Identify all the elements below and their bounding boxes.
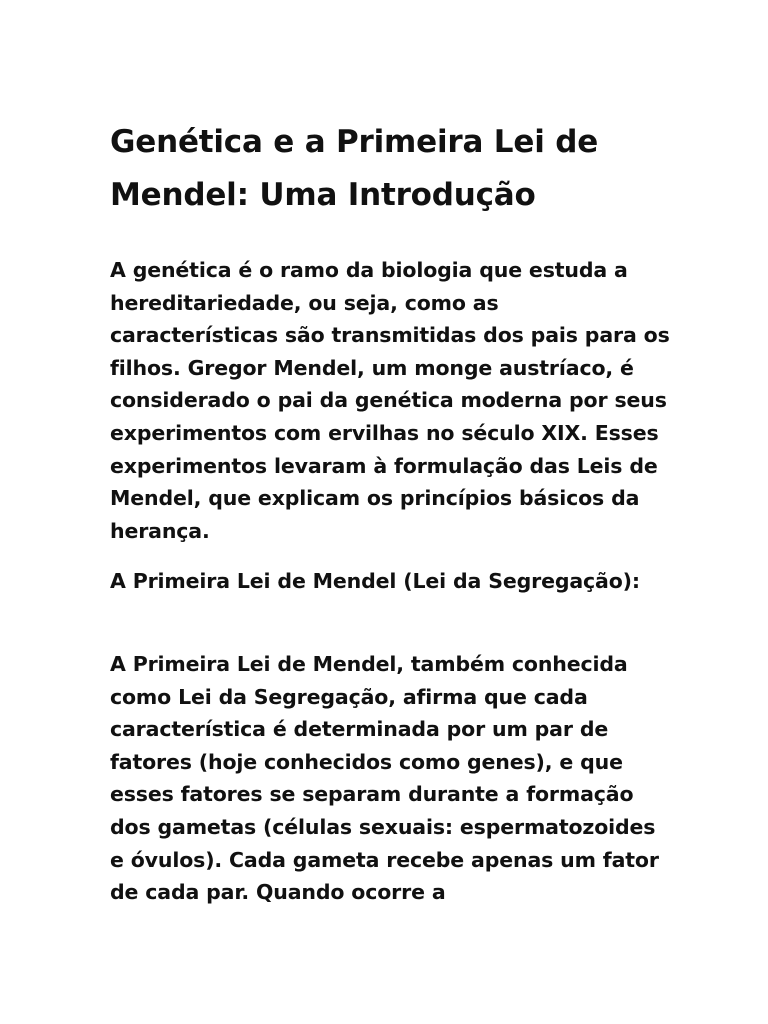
- document-title: Genética e a Primeira Lei de Mendel: Uma Introdução: [110, 124, 599, 213]
- first-law-paragraph: A Primeira Lei de Mendel, também conhecida como Lei da Segregação, afirma que cada característica é determinada por um par de fatores (hoje conhecidos como genes), e que esses fatores se separam durante a formação dos gametas (células sexuais: espermatozoides e óvulos). Cada gameta recebe apenas um fator de cada par. Quando ocorre a: [110, 652, 659, 905]
- section-heading: A Primeira Lei de Mendel (Lei da Segregação):: [110, 569, 640, 593]
- intro-paragraph: A genética é o ramo da biologia que estuda a hereditariedade, ou seja, como as características são transmitidas dos pais para os filhos. Gregor Mendel, um monge austríaco, é considerado o pai da genética moderna por seus experimentos com ervilhas no século XIX. Esses experimentos levaram à formulação das Leis de Mendel, que explicam os princípios básicos da herança.: [110, 258, 670, 543]
